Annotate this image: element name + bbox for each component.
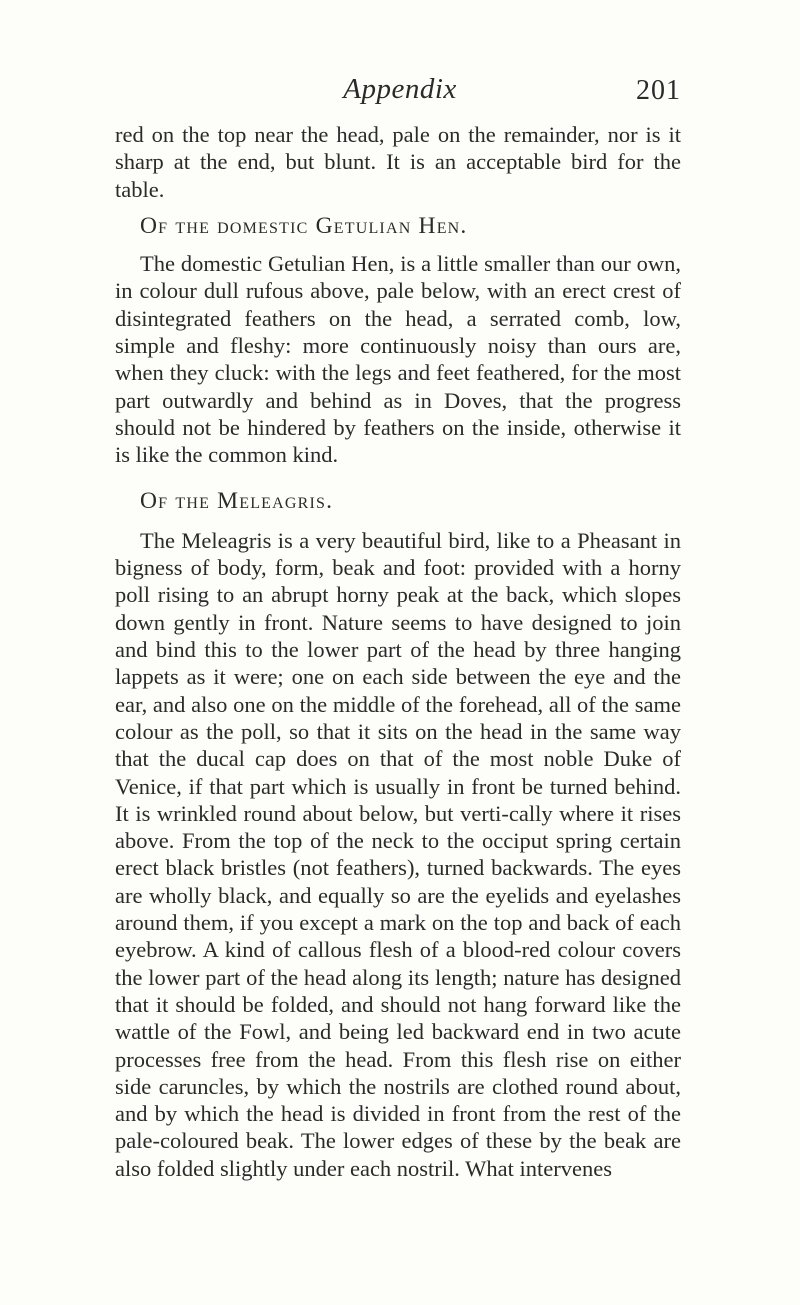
running-head: [115, 72, 685, 112]
paragraph-meleagris: The Meleagris is a very beautiful bird, like to a Pheasant in bigness of body, form, beak and foot: provided with a horny poll rising to an abrupt horny peak at the back, which slopes down gently in front. Nature seems to have designed to join and bind this to the lower part of the head by three hanging lappets as it were; one on each side between the eye and the ear, and also one on the middle of the forehead, all of the same colour as the poll, so that it sits on the head in the same way that the ducal cap does on that of the most noble Duke of Venice, if that part which is usually in front be turned behind. It is wrinkled round about below, but verti-cally where it rises above. From the top of the neck to the occiput spring certain erect black bristles (not feathers), turned backwards. The eyes are wholly black, and equally so are the eyelids and eyelashes around them, if you except a mark on the top and back of each eyebrow. A kind of callous flesh of a blood-red colour covers the lower part of the head along its length; nature has designed that it should be folded, and should not hang forward like the wattle of the Fowl, and being led backward end in two acute processes free from the head. From this flesh rise on either side caruncles, by which the nostrils are clothed round about, and by which the head is divided in front from the rest of the pale-coloured beak. The lower edges of these by the beak are also folded slightly under each nostril. What intervenes: [115, 527, 681, 1181]
page-number: 201: [636, 75, 681, 106]
paragraph-getulian-hen: The domestic Getulian Hen, is a little smaller than our own, in colour dull rufous above, pale below, with an erect crest of disintegrated feathers on the head, a serrated comb, low, simple and fleshy: more continuously noisy than ours are, when they cluck: with the legs and feet feathered, for the most part outwardly and behind as in Doves, that the progress should not be hindered by feathers on the inside, otherwise it is like the common kind.: [115, 251, 681, 468]
section-heading-getulian-hen: Of the domestic Getulian Hen.: [140, 212, 468, 239]
section-heading-meleagris: Of the Meleagris.: [140, 487, 334, 514]
body-text: [115, 121, 681, 1182]
running-title: Appendix: [343, 73, 457, 105]
continuation-paragraph: red on the top near the head, pale on the remainder, nor is it sharp at the end, but blunt. It is an acceptable bird for the table.: [115, 122, 681, 202]
